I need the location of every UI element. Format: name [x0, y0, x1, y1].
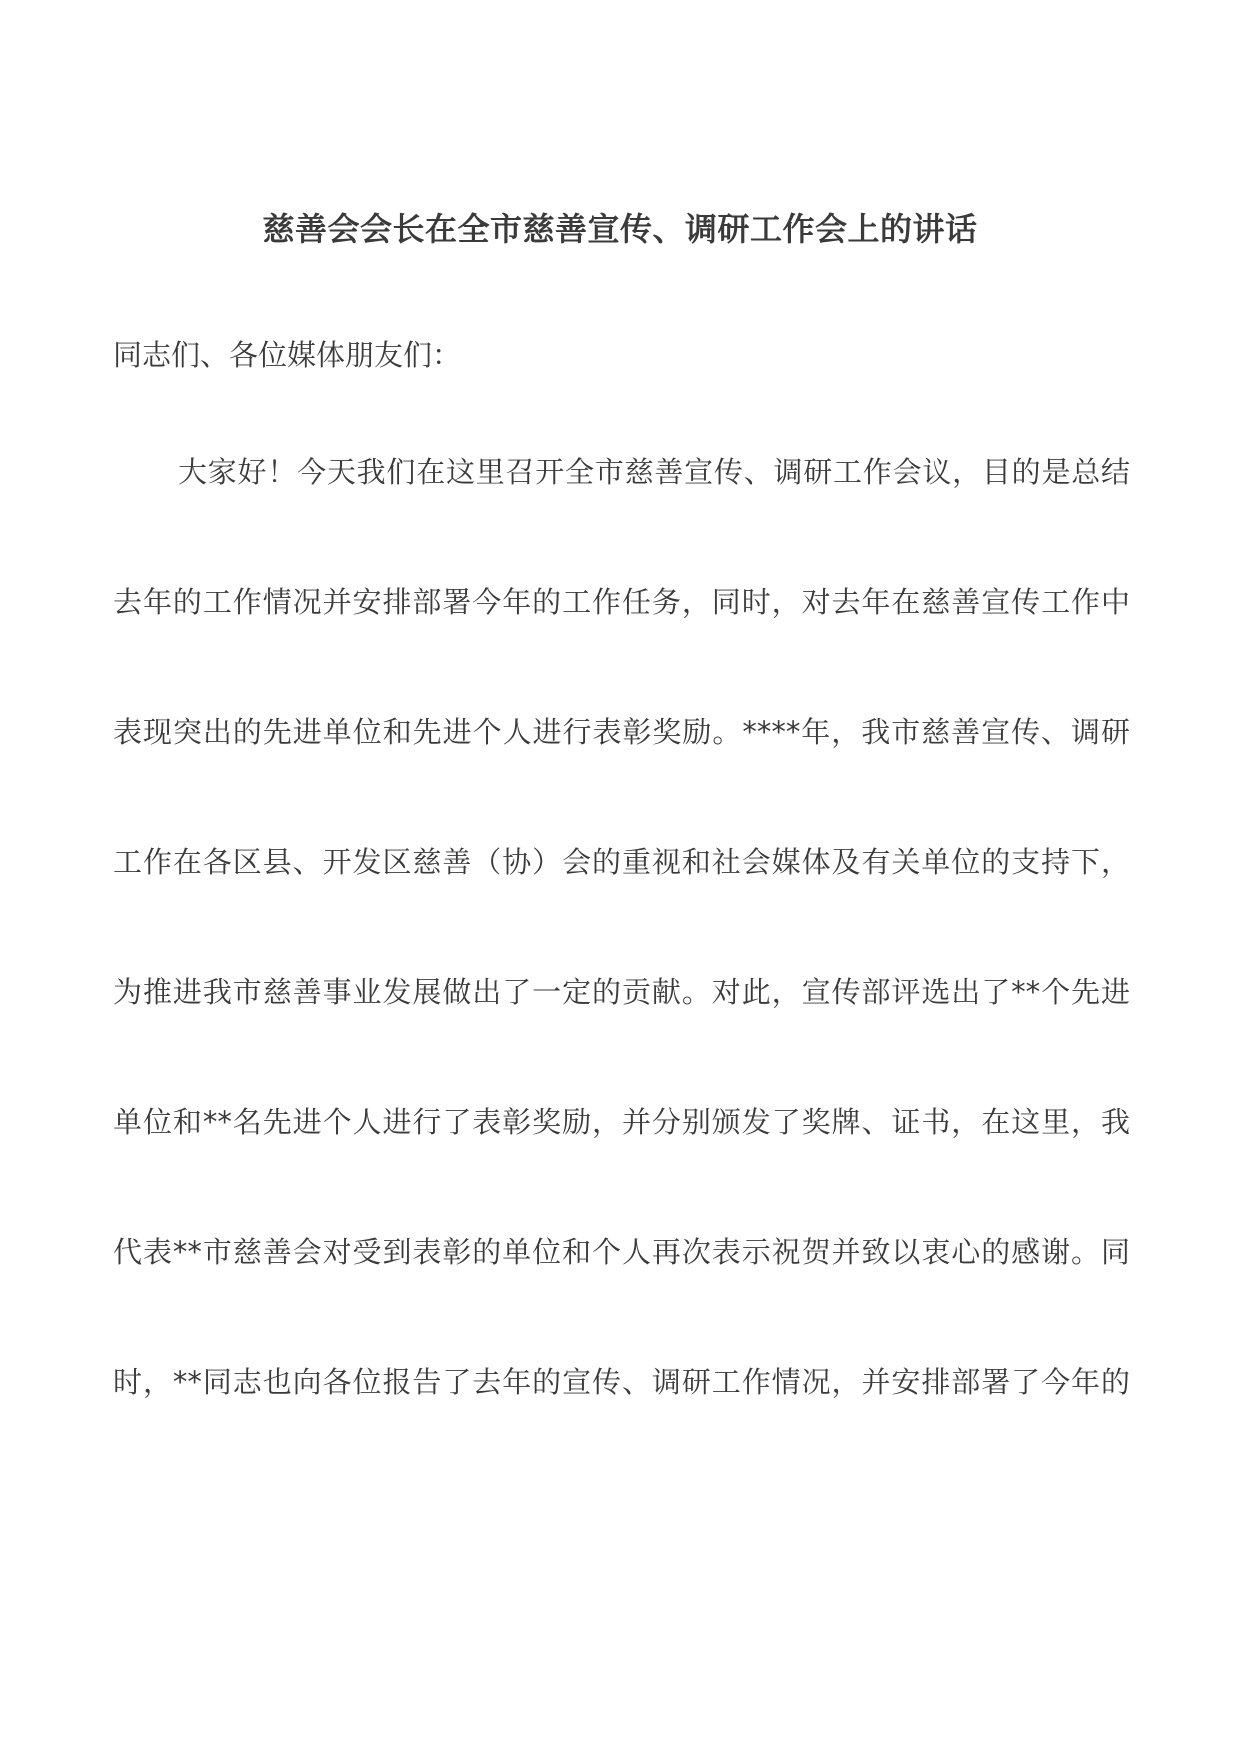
salutation: 同志们、各位媒体朋友们：	[113, 338, 462, 372]
paragraph-line: 为推进我市慈善事业发展做出了一定的贡献。对此，宣传部评选出了**个先进	[113, 975, 1130, 1009]
paragraph-line: 大家好！今天我们在这里召开全市慈善宣传、调研工作会议，目的是总结	[178, 455, 1130, 489]
paragraph-line: 代表**市慈善会对受到表彰的单位和个人再次表示祝贺并致以衷心的感谢。同	[113, 1235, 1130, 1269]
paragraph-line: 工作在各区县、开发区慈善（协）会的重视和社会媒体及有关单位的支持下，	[113, 845, 1130, 879]
paragraph-line: 表现突出的先进单位和先进个人进行表彰奖励。****年，我市慈善宣传、调研	[113, 715, 1130, 749]
paragraph-line: 时，**同志也向各位报告了去年的宣传、调研工作情况，并安排部署了今年的	[113, 1365, 1130, 1399]
document-title: 慈善会会长在全市慈善宣传、调研工作会上的讲话	[262, 210, 978, 248]
paragraph-line: 去年的工作情况并安排部署今年的工作任务，同时，对去年在慈善宣传工作中	[113, 585, 1130, 619]
paragraph-line: 单位和**名先进个人进行了表彰奖励，并分别颁发了奖牌、证书，在这里，我	[113, 1105, 1130, 1139]
